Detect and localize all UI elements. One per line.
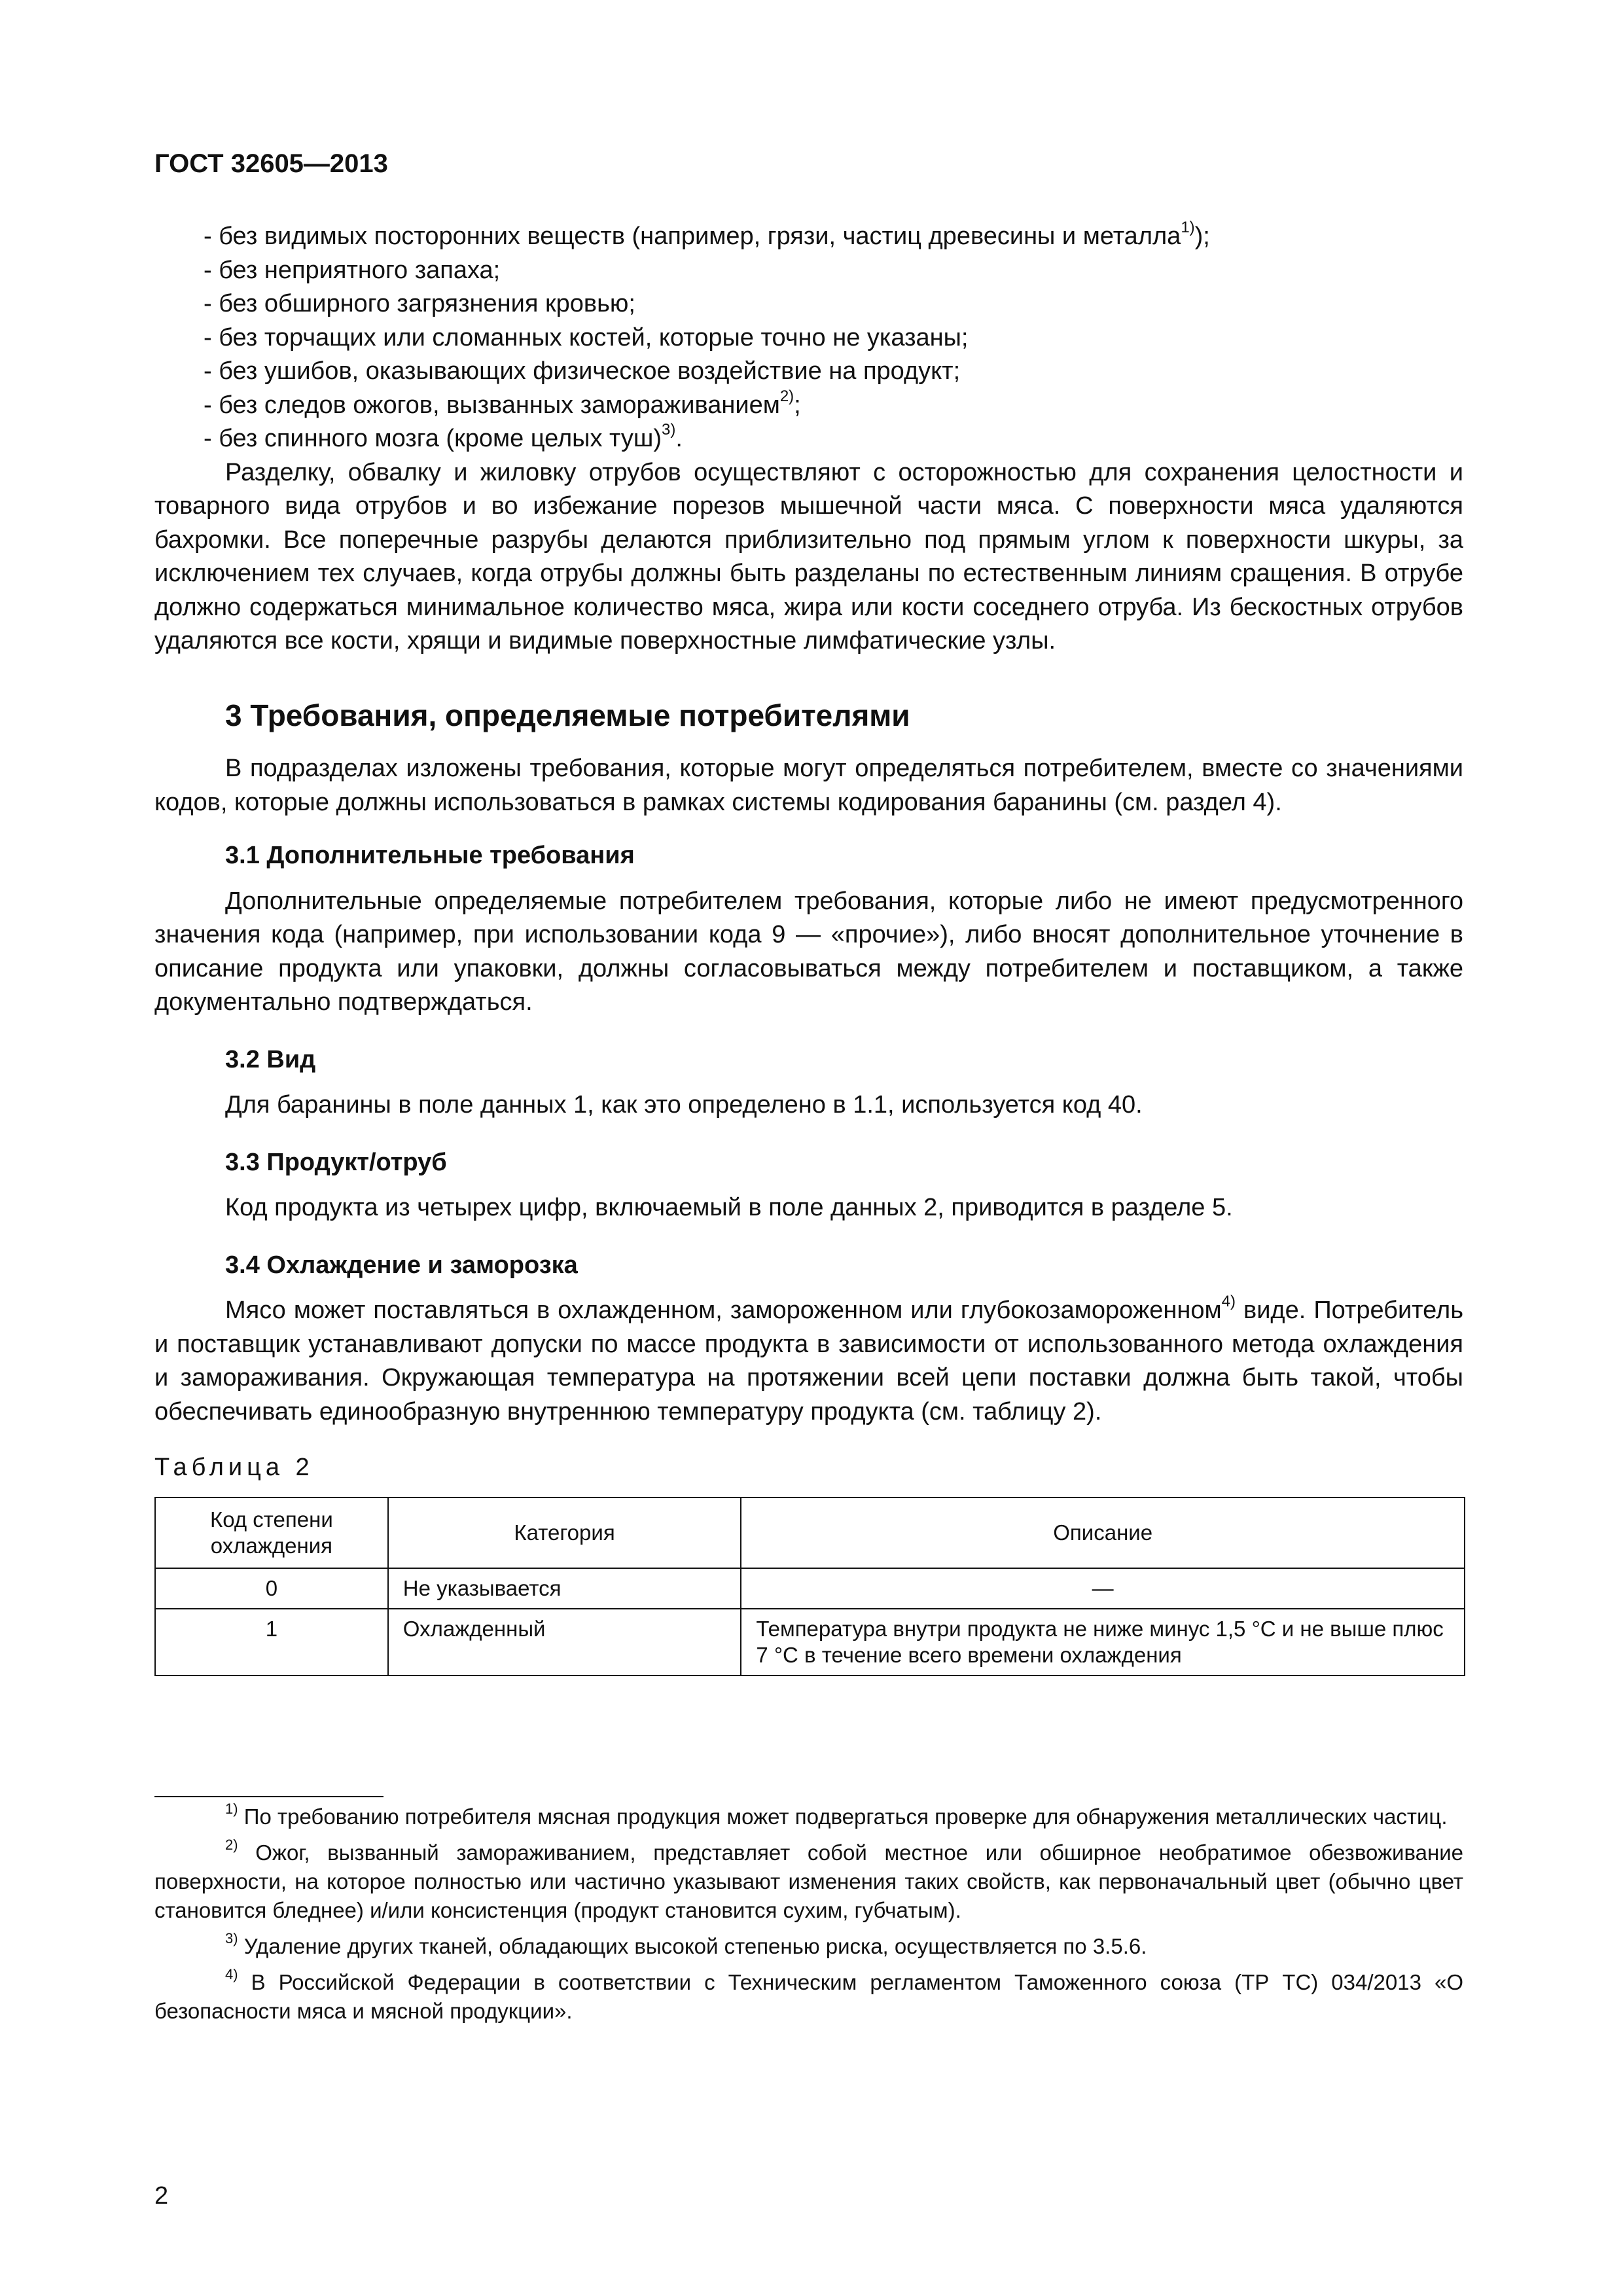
cell-description: — xyxy=(741,1568,1465,1609)
column-header-description: Описание xyxy=(741,1498,1465,1568)
footnote-3: $^{3)}$ Удаление других тканей, обладающих высокой степенью риска, осуществляется по 3.5.6. xyxy=(225,1930,1147,1958)
footnote-1: $^{1)}$ По требованию потребителя мясная продукция может подвергаться проверке для обнаружения металлических частиц. xyxy=(225,1801,1448,1829)
cell-code: 1 xyxy=(155,1609,388,1676)
subsection-3-4-text: Мясо может поставляться в охлажденном, замороженном или глубокозамороженном$^{4)}$ виде. Потребитель и поставщик устанавливают допуски по массе продукта в зависимости от использованного метода охлаждения и замораживания. Окружающая температура на протяжении всей цепи поставки должна быть такой, чтобы обеспечивать единообразную внутреннюю температуру продукта (см. таблицу 2). xyxy=(154,1293,1463,1426)
cell-category: Не указывается xyxy=(388,1568,741,1609)
cell-category: Охлажденный xyxy=(388,1609,741,1676)
footnote-ref[interactable]: 4) xyxy=(1221,1293,1236,1311)
column-header-category: Категория xyxy=(388,1498,741,1568)
page-number: 2 xyxy=(154,2182,169,2210)
footnote-divider xyxy=(154,1796,383,1797)
column-header-code: Код степени охлаждения xyxy=(155,1498,388,1568)
subsection-3-2-title: 3.2 Вид xyxy=(225,1045,316,1073)
section-3-title: 3 Требования, определяемые потребителями xyxy=(225,698,910,732)
bullet-item: - без торчащих или сломанных костей, которые точно не указаны; xyxy=(204,323,969,351)
subsection-3-3-title: 3.3 Продукт/отруб xyxy=(225,1148,447,1176)
footnote-4: $^{4)}$ В Российской Федерации в соответствии с Техническим регламентом Таможенного союза (ТР ТС) 034/2013 «О безопасности мяса и мясной продукции». xyxy=(154,1966,1463,2023)
bullet-item: - без ушибов, оказывающих физическое воздействие на продукт; xyxy=(204,357,961,385)
subsection-3-1-text: Дополнительные определяемые потребителем требования, которые либо не имеют предусмотренного значения кода (например, при использовании кода 9 — «прочие»), либо вносят дополнительное уточнение в описание продукта или упаковки, должны согласовываться между потребителем и поставщиком, а также документально подтверждаться. xyxy=(154,887,1463,1016)
bullet-item: - без неприятного запаха; xyxy=(204,256,501,284)
footnote-ref[interactable]: 3) xyxy=(662,421,676,439)
footnote-ref[interactable]: 1) xyxy=(1181,219,1195,237)
table-header-row xyxy=(155,1498,1465,1568)
table-caption: Таблица 2 xyxy=(154,1454,314,1481)
cell-description: Температура внутри продукта не ниже минус 1,5 °С и не выше плюс 7 °С в течение всего времени охлаждения xyxy=(741,1609,1465,1676)
main-content xyxy=(154,220,1463,1676)
bullet-item: - без спинного мозга (кроме целых туш)$^{3)}$. xyxy=(204,421,683,452)
cutting-paragraph: Разделку, обвалку и жиловку отрубов осуществляют с осторожностью для сохранения целостности и товарного вида отрубов и во избежание порезов мышечной части мяса. С поверхности мяса удаляются бахромки. Все поперечные разрубы делаются приблизительно под прямым углом к поверхности шкуры, за исключением тех случаев, когда отрубы должны быть разделаны по естественным линиям сращения. В отрубе должно содержаться минимальное количество мяса, жира или кости соседнего отруба. Из бескостных отрубов удаляются все кости, хрящи и видимые поверхностные лимфатические узлы. xyxy=(154,458,1463,655)
bullet-item: - без видимых посторонних веществ (например, грязи, частиц древесины и металла$^{1)}$); xyxy=(204,219,1210,250)
requirements-bullet-list xyxy=(154,220,1463,456)
chilling-codes-table xyxy=(154,1497,1465,1676)
section-3-intro: В подразделах изложены требования, которые могут определяться потребителем, вместе со значениями кодов, которые должны использоваться в рамках системы кодирования баранины (см. раздел 4). xyxy=(154,755,1463,816)
footnotes-block xyxy=(154,1803,1463,2033)
subsection-3-2-text: Для баранины в поле данных 1, как это определено в 1.1, используется код 40. xyxy=(225,1091,1143,1119)
bullet-item: - без следов ожогов, вызванных замораживанием$^{2)}$; xyxy=(204,387,801,419)
document-code-header: ГОСТ 32605—2013 xyxy=(154,149,388,178)
subsection-3-3-text: Код продукта из четырех цифр, включаемый в поле данных 2, приводится в разделе 5. xyxy=(225,1194,1233,1221)
footnote-2: $^{2)}$ Ожог, вызванный замораживанием, представляет собой местное или обширное необратимое обезвоживание поверхности, на которое полностью или частично указывают изменения таких свойств, как первоначальный цвет (обычно цвет становится бледнее) и/или консистенция (продукт становится сухим, губчатым). xyxy=(154,1837,1463,1922)
bullet-item: - без обширного загрязнения кровью; xyxy=(204,290,635,317)
subsection-3-1-title: 3.1 Дополнительные требования xyxy=(225,842,635,869)
footnote-ref[interactable]: 2) xyxy=(779,387,794,405)
subsection-3-4-title: 3.4 Охлаждение и заморозка xyxy=(225,1251,578,1279)
cell-code: 0 xyxy=(155,1568,388,1609)
table-row xyxy=(155,1568,1465,1609)
table-row xyxy=(155,1609,1465,1676)
